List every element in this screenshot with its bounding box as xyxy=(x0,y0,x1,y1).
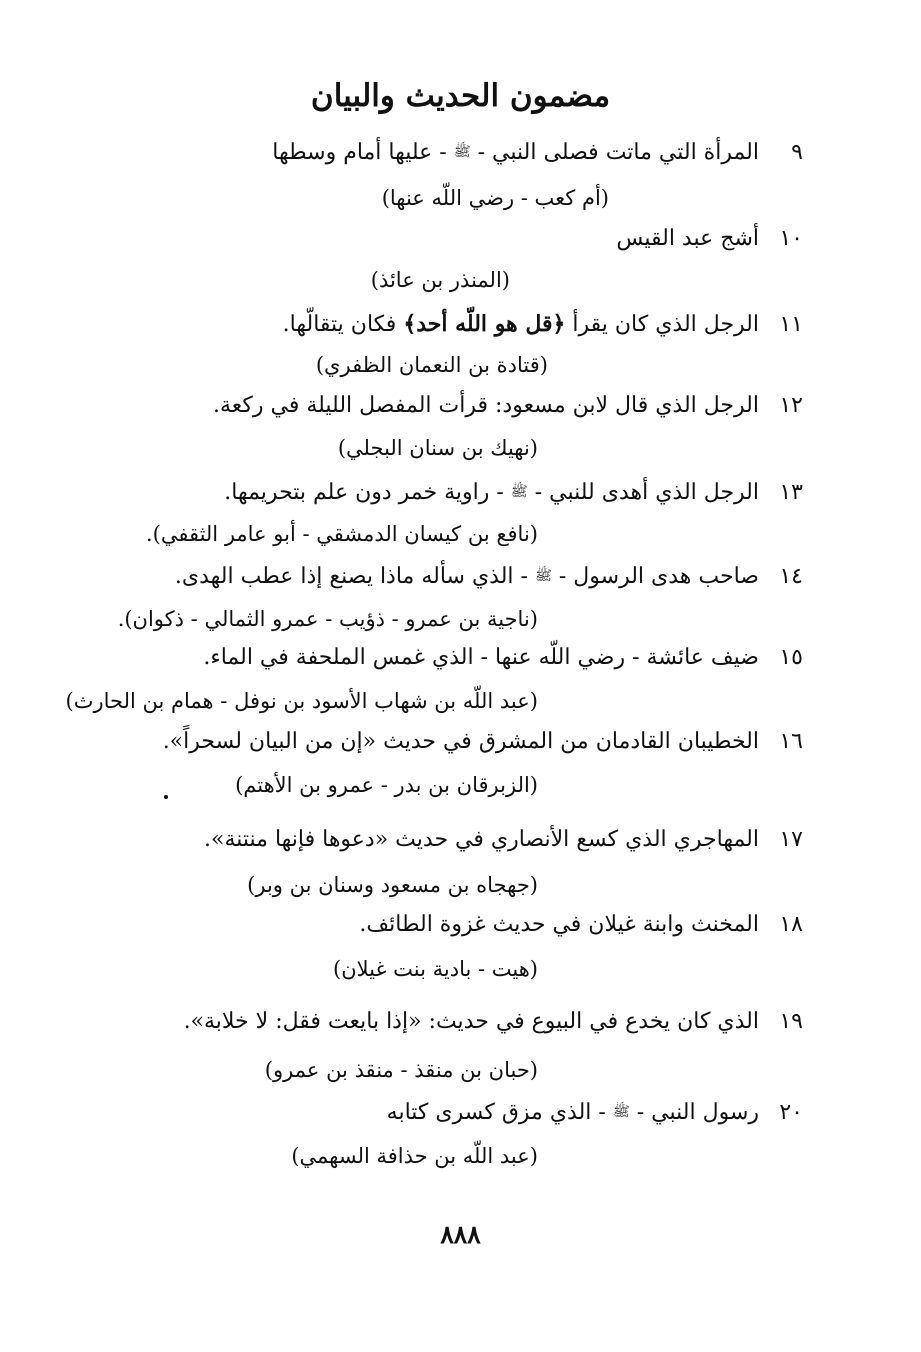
entry-text: الذي كان يخدع في البيوع في حديث: «إذا بايعت فقل: لا خلابة». xyxy=(183,1009,759,1034)
entry-12-names: (نهيك بن سنان البجلي) xyxy=(337,436,538,460)
entry-9-names: (أم كعب - رضي اللّه عنها) xyxy=(381,186,609,210)
entry-text: - عليها أمام وسطها xyxy=(272,140,454,165)
entry-text: رسول النبي - xyxy=(629,1100,759,1125)
entry-10-names: (المنذر بن عائذ) xyxy=(370,268,510,292)
entry-number: ١٣ xyxy=(779,480,803,505)
entry-16-names: (الزبرقان بن بدر - عمرو بن الأهتم) xyxy=(235,773,538,797)
entry-number: ١٦ xyxy=(779,729,803,754)
entry-14-names: (ناجية بن عمرو - ذؤيب - عمرو الثمالي - ذكوان). xyxy=(117,607,538,631)
page-number: ٨٨٨ xyxy=(440,1220,481,1249)
entry-20-names: (عبد اللّه بن حذافة السهمي) xyxy=(291,1144,538,1168)
entry-14 xyxy=(175,561,803,592)
entry-9 xyxy=(272,137,803,168)
entry-number: ١٩ xyxy=(779,1009,803,1034)
entry-text: أشج عبد القيس xyxy=(616,226,759,251)
entry-19-names: (حبان بن منقذ - منقذ بن عمرو) xyxy=(264,1058,538,1082)
entry-number: ٢٠ xyxy=(779,1100,803,1125)
stray-dot xyxy=(164,795,168,799)
entry-number: ١٨ xyxy=(779,912,803,937)
entry-number: ١٠ xyxy=(779,226,803,251)
honorific-glyph: ﷺ xyxy=(510,484,528,500)
entry-number: ١٤ xyxy=(779,564,803,589)
entry-12 xyxy=(213,391,803,421)
entry-text: - الذي مزق كسرى كتابه xyxy=(386,1100,613,1125)
entry-17-names: (جهجاه بن مسعود وسنان بن وبر) xyxy=(247,873,538,897)
entry-text: فكان يتقالّها. xyxy=(282,312,404,337)
entry-19 xyxy=(184,1007,803,1037)
entry-text: - الذي سأله ماذا يصنع إذا عطب الهدى. xyxy=(174,564,535,589)
entry-text: الرجل الذي كان يقرأ xyxy=(565,312,759,337)
entry-18-names: (هيت - بادية بنت غيلان) xyxy=(333,957,538,981)
entry-11 xyxy=(283,309,803,340)
entry-text: المهاجري الذي كسع الأنصاري في حديث «دعوها فإنها منتنة». xyxy=(204,827,759,852)
entry-text: الرجل الذي أهدى للنبي - xyxy=(527,480,759,505)
entry-number: ١٥ xyxy=(779,645,803,670)
entry-text: - راوية خمر دون علم بتحريمها. xyxy=(224,480,511,505)
entry-number: ١٧ xyxy=(779,827,803,852)
entry-10 xyxy=(616,224,803,254)
page-title: مضمون الحديث والبيان xyxy=(310,78,611,114)
entry-number: ١٢ xyxy=(779,393,803,418)
entry-number: ١١ xyxy=(779,312,803,337)
entry-number: ٩ xyxy=(791,140,803,165)
honorific-glyph: ﷺ xyxy=(453,144,471,160)
entry-13 xyxy=(224,477,803,508)
entry-16 xyxy=(163,727,803,757)
entry-17 xyxy=(204,825,803,855)
entry-15 xyxy=(203,643,803,673)
entry-text: المخنث وابنة غيلان في حديث غزوة الطائف. xyxy=(359,912,759,937)
honorific-glyph: ﷺ xyxy=(612,1104,630,1120)
entry-20 xyxy=(387,1097,803,1128)
entry-text: الخطيبان القادمان من المشرق في حديث «إن من البيان لسحراً». xyxy=(162,729,759,754)
quran-quote: ﴿قل هو اللّه أحد﴾ xyxy=(403,311,566,337)
entry-15-names: (عبد اللّه بن شهاب الأسود بن نوفل - همام بن الحارث) xyxy=(65,689,538,713)
entry-text: الرجل الذي قال لابن مسعود: قرأت المفصل الليلة في ركعة. xyxy=(212,393,759,418)
entry-18 xyxy=(359,910,803,940)
honorific-glyph: ﷺ xyxy=(534,568,552,584)
entry-11-names: (قتادة بن النعمان الظفري) xyxy=(315,353,548,377)
entry-text: المرأة التي ماتت فصلى النبي - xyxy=(470,140,759,165)
entry-13-names: (نافع بن كيسان الدمشقي - أبو عامر الثقفي). xyxy=(145,522,538,546)
entry-text: ضيف عائشة - رضي اللّه عنها - الذي غمس الملحفة في الماء. xyxy=(203,645,759,670)
entry-text: صاحب هدى الرسول - xyxy=(551,564,759,589)
